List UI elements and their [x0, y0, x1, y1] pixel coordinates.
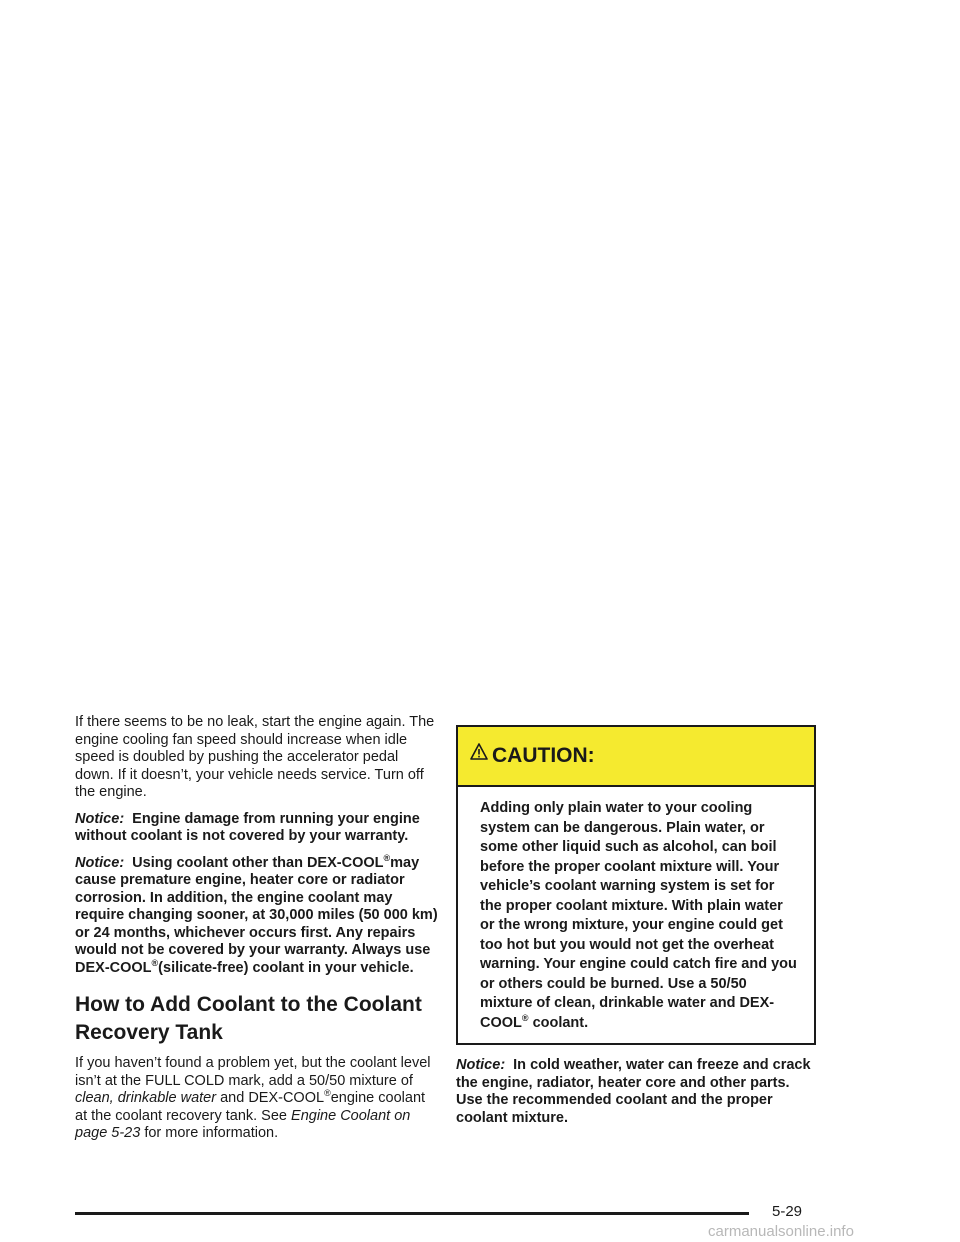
registered-mark: ®	[521, 1012, 529, 1023]
intro-paragraph: If there seems to be no leak, start the engine again. The engine cooling fan speed should increase when idle speed is doubled by pushing the accelerator pedal down. If it doesn’t, your vehicle needs service. Turn off the engine.	[75, 714, 435, 800]
caution-body	[458, 787, 814, 1043]
registered-mark: ®	[324, 1088, 331, 1099]
cross-reference-link[interactable]: Engine Coolant on page 5-23	[75, 1107, 411, 1141]
emphasis-clean-water: clean, drinkable water	[75, 1090, 217, 1106]
caution-text: Adding only plain water to your cooling system can be dangerous. Plain water, or some other liquid such as alcohol, can boil before the proper coolant mixture will. Your vehicle’s coolant warning system is set for the proper coolant mixture. With plain water or the wrong mixture, your engine could get too hot but you would not get the overheat warning. Your engine could catch fire and you or others could be burned. Use a 50/50 mixture of clean, drinkable water and DEX-COOL	[480, 800, 797, 1031]
paragraph-text: engine coolant at the coolant recovery tank. See	[75, 1090, 426, 1124]
paragraph-text: If you haven’t found a problem yet, but the coolant level isn’t at the FULL COLD mark, add a 50/50 mixture of	[75, 1055, 431, 1089]
caution-box	[456, 725, 816, 1045]
notice-engine-damage	[75, 811, 440, 846]
warning-triangle-icon	[470, 743, 488, 761]
registered-mark: ®	[151, 957, 159, 968]
section-heading: How to Add Coolant to the Coolant Recovery Tank	[75, 993, 422, 1044]
caution-header	[458, 727, 814, 787]
caution-title: CAUTION:	[492, 744, 595, 768]
right-column	[456, 725, 816, 1136]
notice-text-part-2: may cause premature engine, heater core or radiator corrosion. In addition, the engine coolant may require changing sooner, at 30,000 miles (50 000 km) or 24 months, whichever occurs first. Any repairs would not be covered by your warranty. Always use DEX-COOL	[75, 854, 438, 976]
paragraph-text: for more information.	[144, 1125, 279, 1141]
notice-label: Notice:	[75, 810, 125, 827]
paragraph-text: and DEX-COOL	[220, 1090, 325, 1106]
notice-text: In cold weather, water can freeze and crack the engine, radiator, heater core and other parts. Use the recommended coolant and the proper coolant mixture.	[456, 1057, 811, 1126]
notice-label: Notice:	[456, 1057, 506, 1073]
add-coolant-paragraph	[75, 1055, 440, 1143]
notice-text-part-1: Using coolant other than DEX-COOL	[132, 854, 384, 871]
footer-rule	[75, 1212, 749, 1215]
notice-dex-cool	[75, 852, 440, 978]
caution-text-end: coolant.	[532, 1014, 589, 1031]
page-number: 5-29	[772, 1203, 803, 1220]
notice-label: Notice:	[75, 854, 125, 871]
notice-cold-weather	[456, 1057, 816, 1127]
left-column	[75, 714, 440, 1152]
watermark: carmanualsonline.info	[708, 1223, 854, 1240]
registered-mark: ®	[383, 852, 391, 863]
notice-text: Engine damage from running your engine without coolant is not covered by your warranty.	[75, 810, 420, 844]
notice-text-part-3: (silicate-free) coolant in your vehicle.	[158, 959, 414, 976]
